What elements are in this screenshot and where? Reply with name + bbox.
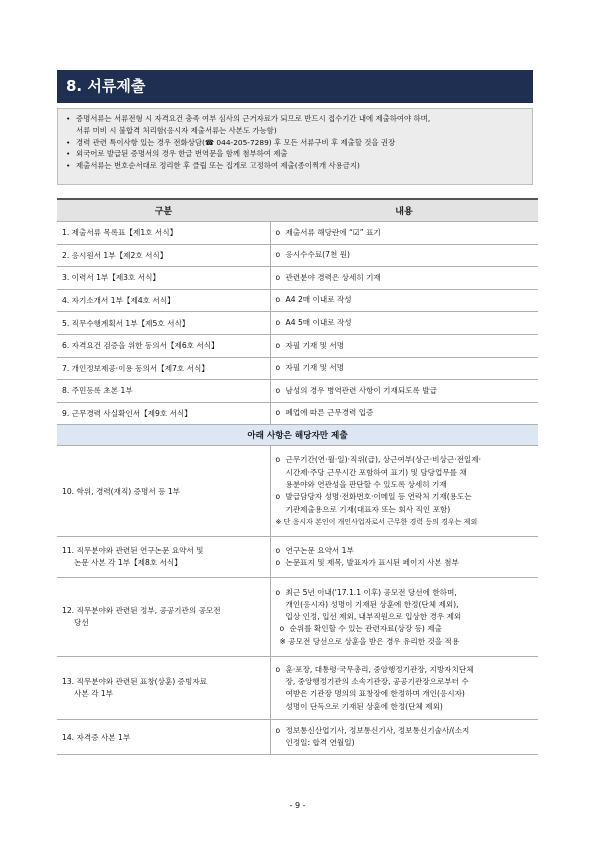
row-label-line: 당선 [74,618,89,628]
row-content-text: o 자필 기재 및 서명 [276,362,534,374]
header-content: 내용 [270,199,538,222]
note-item: • 경력 관련 특이사항 있는 경우 전화상담(☎ 044-205-7289) 후 모든 서류구비 후 제출할 것을 권장 [64,137,526,149]
row-label-line: 12. 직무분야와 관련된 정부, 공공기관의 공모전 [62,606,221,616]
row-content-text: o 남성의 경우 병역관련 사항이 기재되도록 발급 [276,385,534,397]
row-content-line: o 훈·포장, 대통령·국무총리, 중앙행정기관장, 지방자치단체 [276,664,534,676]
row-content-line: o 정보통신산업기사, 정보통신기사, 정보통신기술사/(소지 [276,725,534,737]
row-label: 8. 주민등록 초본 1부 [57,380,270,403]
table-row [57,578,538,657]
table-row [57,289,538,312]
row-content-line: o 연구논문 요약서 1부 [276,545,534,557]
row-content-line: 용분야와 연관성을 판단할 수 있도록 상세히 기재 [285,480,447,490]
document-table [57,198,538,755]
note-item: • 증명서류는 서류전형 시 자격요건 충족 여부 심사의 근거자료가 되므로 반드시 접수기간 내에 제출하여야 하며, [64,113,526,125]
row-content [270,357,538,380]
row-content [270,267,538,290]
row-content-line: 성명이 단독으로 기재된 상훈에 한정(단체 제외) [285,701,443,711]
row-content [270,380,538,403]
table-row [57,312,538,335]
header-category: 구분 [57,199,270,222]
note-item: • 외국어로 발급된 증명서의 경우 한글 번역문을 함께 첨부하여 제출 [64,148,526,160]
table-row [57,334,538,357]
row-content-text: o 폐업에 따른 근무경력 입증 [276,407,534,419]
optional-section-header [57,425,538,446]
table-row [57,402,538,425]
row-content-text: o 자필 기재 및 서명 [276,340,534,352]
note-item: • 제출서류는 번호순서대로 정리한 후 클립 또는 집게로 고정하여 제출(종이찍개 사용금지) [64,160,526,172]
row-content [270,244,538,267]
row-content [270,222,538,245]
row-content [270,537,538,578]
note-continuation: 서류 미비 시 불합격 처리함(응시자 제출서류는 사본도 가능함) [76,125,277,135]
row-label [57,537,270,578]
row-label-line: 논문 사본 각 1부【제8호 서식】 [74,558,182,568]
row-content-line: 기관제출용으로 기재(대표자 또는 회사 직인 포함) [285,504,451,514]
notes-box [57,108,533,185]
row-content-line: o 근무기간(연·월·일)·직위(급), 상근여부(상근·비상근·전일제· [276,454,534,466]
section-title: 8. 서류제출 [57,70,533,103]
optional-section-title: 아래 사항은 해당자만 제출 [57,425,538,446]
row-content-line: o 발급담당자 성명·전화번호·이메일 등 연락처 기재(용도는 [276,491,534,503]
row-label: 4. 자기소개서 1부【제4호 서식】 [57,289,270,312]
table-row [57,222,538,245]
row-label: 10. 학위, 경력(재직) 증명서 등 1부 [57,446,270,537]
row-content-text: o A4 2매 이내로 작성 [276,294,534,306]
table-row [57,380,538,403]
row-content [270,720,538,755]
row-content-note: ※ 단 응시자 본인이 개인사업자로서 근무한 경력 등의 경우는 제외 [275,517,478,526]
row-content [270,289,538,312]
row-label: 3. 이력서 1부【제3호 서식】 [57,267,270,290]
table-row [57,657,538,720]
row-label-line: 11. 직무분야와 관련된 연구논문 요약서 및 [62,546,204,556]
row-content-line: 시간제·주당 근무시간 포함하여 표기) 및 담당업무를 채 [285,467,467,477]
row-content-line: o 논문표지 및 제목, 발표자가 표시된 페이지 사본 첨부 [276,557,534,569]
table-row [57,267,538,290]
row-content-line: o 최근 5년 이내('17.1.1 이후) 공모전 당선에 한하며, [276,587,534,599]
row-content-line: 여받은 기관장 명의의 표창장에 한정하며 개인(응시자) [285,689,465,699]
row-content-text: o A4 5매 이내로 작성 [276,317,534,329]
row-label-line: 사본 각 1부 [74,689,114,699]
table-row [57,244,538,267]
row-content-note: ※ 공모전 당선으로 상훈을 받은 경우 유리한 것을 적용 [279,636,460,646]
row-content [270,657,538,720]
row-label [57,578,270,657]
row-label: 6. 자격요건 검증을 위한 동의서【제6호 서식】 [57,334,270,357]
row-content-line: 개인(응시자) 성명이 기재된 상훈에 한정(단체 제외), [285,599,459,609]
row-label: 5. 직무수행계획서 1부【제5호 서식】 [57,312,270,335]
row-content-line: o 순위를 확인할 수 있는 관련자료(상장 등) 제출 [280,623,534,635]
row-content-line: 장, 중앙행정기관의 소속기관장, 공공기관장으로부터 수 [285,677,469,687]
row-content [270,402,538,425]
row-content-line: 입상 인정, 입선 제외, 내부직원으로 입상한 경우 제외 [285,612,462,622]
row-content-text: o 관련분야 경력은 상세히 기재 [276,272,534,284]
row-label: 2. 응시원서 1부【제2호 서식】 [57,244,270,267]
table-row [57,357,538,380]
row-label [57,657,270,720]
row-content [270,334,538,357]
table-row [57,537,538,578]
row-content [270,312,538,335]
table-header-row [57,199,538,222]
row-label: 7. 개인정보제공·이용 동의서【제7호 서식】 [57,357,270,380]
row-content-text: o 응시수수료(7천 원) [276,249,534,261]
row-label: 1. 제출서류 목록표【제1호 서식】 [57,222,270,245]
row-content [270,446,538,537]
table-row [57,720,538,755]
row-label: 9. 근무경력 사실확인서【제9호 서식】 [57,402,270,425]
table-row [57,446,538,537]
row-content-text: o 제출서류 해당란에 “☑” 표기 [276,227,534,239]
row-label-line: 13. 직무분야와 관련된 표창(상훈) 증빙자료 [62,677,208,687]
row-label: 14. 자격증 사본 1부 [57,720,270,755]
page-number: - 9 - [289,801,306,810]
row-content [270,578,538,657]
row-content-line: 인정일: 합격 연월일) [285,738,355,748]
